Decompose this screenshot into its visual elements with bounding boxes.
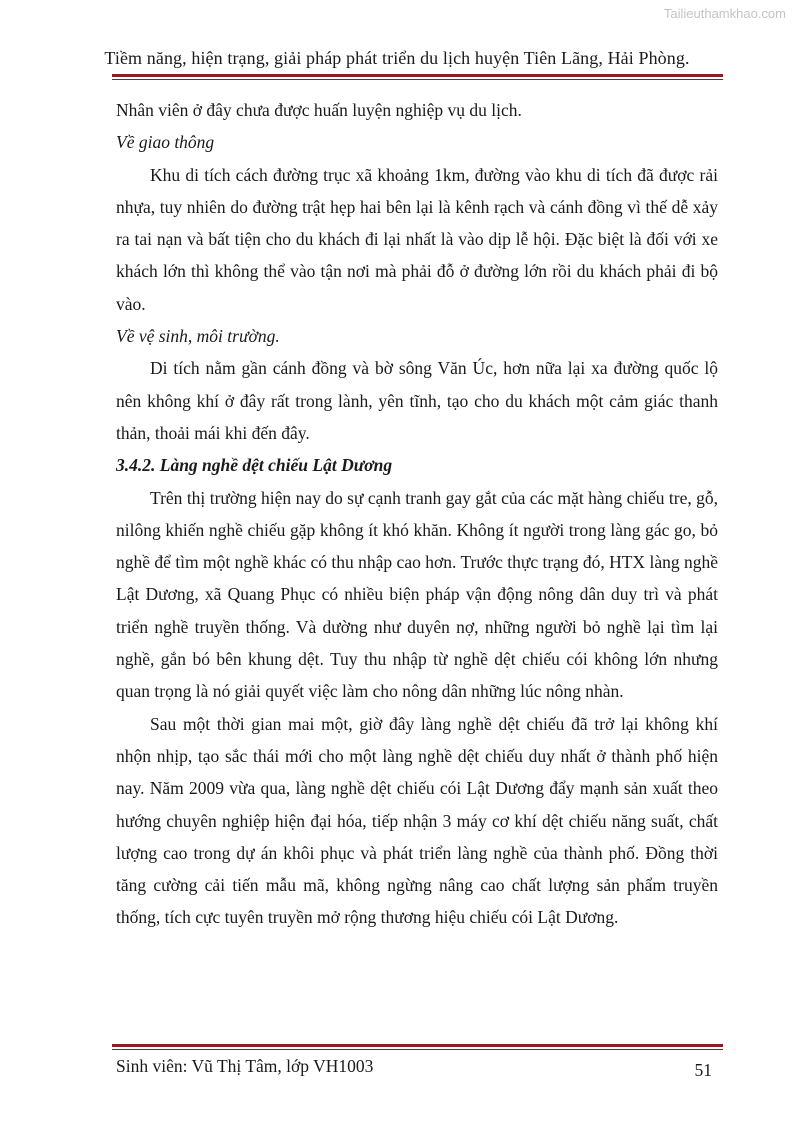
page-number: 51 bbox=[694, 1060, 712, 1080]
watermark: Tailieuthamkhao.com bbox=[663, 6, 786, 21]
subheading-transport: Về giao thông bbox=[116, 132, 215, 153]
body-paragraph: Di tích nằm gần cánh đồng và bờ sông Văn Úc, hơn nữa lại xa đường quốc lộ nên không khí ở đây rất trong lành, yên tĩnh, tạo cho du khách một cảm giác thanh thản, thoải mái khi đến đây. bbox=[116, 358, 718, 443]
subheading-environment: Về vệ sinh, môi trường. bbox=[116, 326, 280, 347]
header-rule bbox=[112, 74, 723, 80]
body-paragraph: Khu di tích cách đường trục xã khoảng 1km, đường vào khu di tích đã được rải nhựa, tuy nhiên do đường trật hẹp hai bên lại là kênh rạch và cánh đồng vì thế dễ xảy ra tai nạn và bất tiện cho du khách đi lại nhất là vào dịp lễ hội. Đặc biệt là đối với xe khách lớn thì không thể vào tận nơi mà phải đỗ ở đường lớn rồi du khách phải đi bộ vào. bbox=[116, 164, 718, 314]
body-paragraph: Sau một thời gian mai một, giờ đây làng nghề dệt chiếu đã trở lại không khí nhộn nhịp, tạo sắc thái mới cho một làng nghề dệt chiếu duy nhất ở thành phố hiện nay. Năm 2009 vừa qua, làng nghề dệt chiếu cói Lật Dương đẩy mạnh sản xuất theo hướng chuyên nghiệp hiện đại hóa, tiếp nhận 3 máy cơ khí dệt chiếu năng suất, chất lượng cao trong dự án khôi phục và phát triển làng nghề của thành phố. Đồng thời tăng cường cải tiến mẫu mã, không ngừng nâng cao chất lượng sản phẩm truyền thống, tích cực tuyên truyền mở rộng thương hiệu chiếu cói Lật Dương. bbox=[116, 713, 718, 928]
body-paragraph: Nhân viên ở đây chưa được huấn luyện nghiệp vụ du lịch. bbox=[116, 100, 522, 120]
footer-rule bbox=[112, 1044, 723, 1050]
running-header-title: Tiềm năng, hiện trạng, giải pháp phát triển du lịch huyện Tiên Lãng, Hải Phòng. bbox=[104, 48, 690, 68]
page-body bbox=[116, 94, 718, 934]
footer-author: Sinh viên: Vũ Thị Tâm, lớp VH1003 bbox=[116, 1056, 374, 1076]
section-heading: 3.4.2. Làng nghề dệt chiếu Lật Dương bbox=[116, 455, 393, 476]
footer-rule-thin bbox=[112, 1049, 723, 1050]
body-paragraph: Trên thị trường hiện nay do sự cạnh tranh gay gắt của các mặt hàng chiếu tre, gỗ, nilông khiến nghề chiếu gặp không ít khó khăn. Không ít người trong làng gác go, bỏ nghề để tìm một nghề khác có thu nhập cao hơn. Trước thực trạng đó, HTX làng nghề Lật Dương, xã Quang Phục có nhiều biện pháp vận động nông dân duy trì và phát triển nghề truyền thống. Và dường như duyên nợ, những người bỏ nghề lại tìm lại nghề, gắn bó bên khung dệt. Tuy thu nhập từ nghề dệt chiếu cói không lớn nhưng quan trọng là nó giải quyết việc làm cho nông dân những lúc nông nhàn. bbox=[116, 487, 718, 702]
header-rule-thin bbox=[112, 79, 723, 80]
